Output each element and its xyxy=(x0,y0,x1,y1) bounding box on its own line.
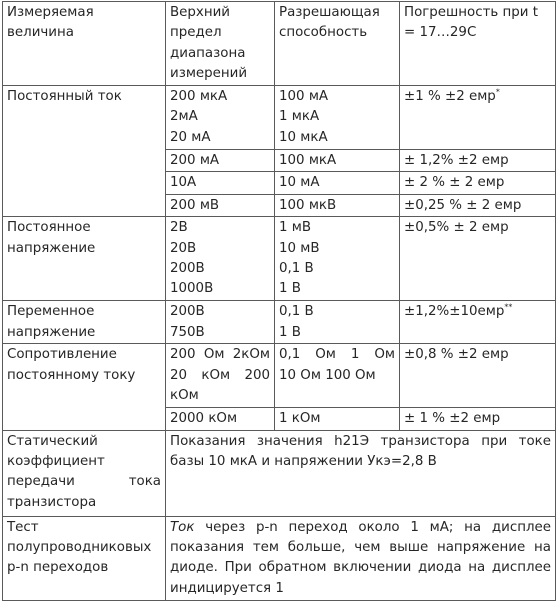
dc-voltage-accuracy: ±0,5% ± 2 емр xyxy=(400,217,556,301)
table-row xyxy=(3,516,556,600)
dc-current-resolution: 10 мА xyxy=(275,172,400,194)
name-line: коэффициент xyxy=(7,454,105,470)
dc-current-accuracy xyxy=(400,86,556,150)
table-row xyxy=(3,344,556,408)
resistance-accuracy: ± 1 % ±2 емр xyxy=(400,408,556,430)
transistor-name xyxy=(3,430,166,516)
name-line: напряжение xyxy=(7,324,96,340)
dc-current-resolution: 100 мкА xyxy=(275,150,400,172)
limit-line: кОм xyxy=(170,388,199,404)
name-line: передачи тока xyxy=(7,474,161,490)
table-row xyxy=(3,430,556,516)
dc-current-resolution: 100 мкВ xyxy=(275,194,400,216)
name-line: напряжение xyxy=(7,240,96,256)
resistance-resolution xyxy=(275,344,400,408)
limit-line: 20 кОм 200 xyxy=(170,367,270,383)
name-line: полупроводниковых xyxy=(7,540,152,556)
name-line: Статический xyxy=(7,433,98,449)
name-line: Сопротивление xyxy=(7,347,117,363)
diode-test-name xyxy=(3,516,166,600)
name-line: постоянному току xyxy=(7,367,136,383)
resolution-line: 0,1 Ом 1 Ом xyxy=(279,347,395,363)
specifications-table xyxy=(2,1,556,601)
dc-voltage-name xyxy=(3,217,166,301)
dc-current-accuracy: ± 2 % ± 2 емр xyxy=(400,172,556,194)
accuracy-value: ±1 % ±2 емр xyxy=(404,89,496,104)
resistance-accuracy: ±0,8 % ±2 емр xyxy=(400,344,556,408)
ac-voltage-resolution: 0,1 В 1 В xyxy=(275,301,400,344)
header-row xyxy=(3,2,556,86)
header-upper-limit: Верхний предел диапазона измерений xyxy=(166,2,275,86)
dc-current-limit: 10А xyxy=(166,172,275,194)
dc-current-name: Постоянный ток xyxy=(3,86,166,217)
header-accuracy: Погрешность при t = 17…29С xyxy=(400,2,556,86)
ac-voltage-name xyxy=(3,301,166,344)
name-line: p-n переходов xyxy=(7,560,109,576)
footnote-mark: * xyxy=(495,87,500,97)
dc-current-resolution: 100 мА 1 мкА 10 мкА xyxy=(275,86,400,150)
limit-line: 200 Ом 2кОм xyxy=(170,347,270,363)
name-line: транзистора xyxy=(7,494,97,510)
name-line: Переменное xyxy=(7,304,95,320)
header-resolution: Разрешающая способность xyxy=(275,2,400,86)
name-line: Постоянное xyxy=(7,220,91,236)
ac-voltage-limit: 200В 750В xyxy=(166,301,275,344)
table-row xyxy=(3,301,556,344)
dc-voltage-limit: 2В 20В 200В 1000В xyxy=(166,217,275,301)
resistance-name xyxy=(3,344,166,430)
dc-current-limit: 200 мА xyxy=(166,150,275,172)
dc-current-limit: 200 мкА 2мА 20 мА xyxy=(166,86,275,150)
resistance-resolution: 1 кОм xyxy=(275,408,400,430)
dc-current-limit: 200 мВ xyxy=(166,194,275,216)
description-line: Показания значения h21Э транзистора при токе xyxy=(170,433,551,449)
resolution-line: 10 Ом 100 Ом xyxy=(279,367,376,383)
name-line: Тест xyxy=(7,519,39,535)
dc-current-accuracy: ±0,25 % ± 2 емр xyxy=(400,194,556,216)
accuracy-value: ±1,2%±10емр xyxy=(404,304,505,320)
transistor-description xyxy=(166,430,556,516)
dc-voltage-resolution: 1 мВ 10 мВ 0,1 В 1 В xyxy=(275,217,400,301)
description-line: базы 10 мкА и напряжении Укэ=2,8 В xyxy=(170,454,437,470)
resistance-limit xyxy=(166,344,275,408)
diode-test-description xyxy=(166,516,556,600)
table-row xyxy=(3,86,556,150)
table-row xyxy=(3,217,556,301)
ac-voltage-accuracy xyxy=(400,301,556,344)
description-italic: Ток xyxy=(170,519,195,535)
resistance-limit: 2000 кОм xyxy=(166,408,275,430)
description-text: через p-n переход около 1 мА; на дисплее показания тем больше, чем выше напряжение на диоде. При обратном включении диода на дисплее индицируется 1 xyxy=(170,519,551,596)
footnote-mark: ** xyxy=(504,302,513,312)
dc-current-accuracy: ± 1,2% ±2 емр xyxy=(400,150,556,172)
header-quantity: Измеряемая величина xyxy=(3,2,166,86)
